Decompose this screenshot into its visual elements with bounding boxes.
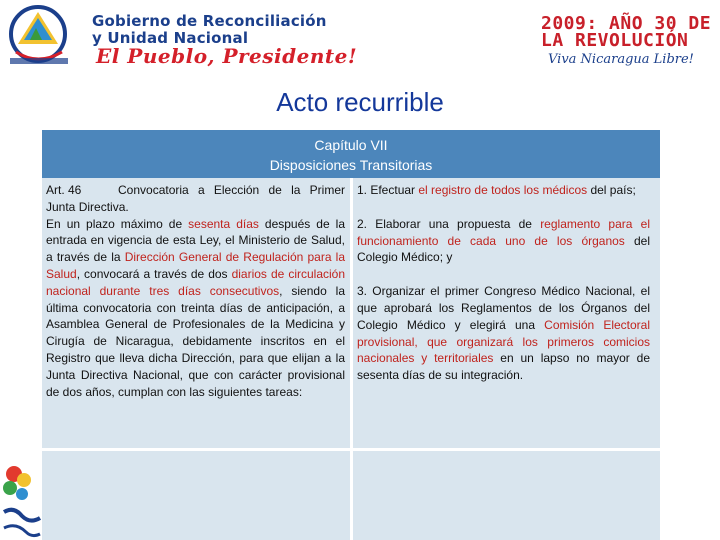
task-text: del Colegio Médico; y — [357, 233, 650, 265]
task-text: del país; — [587, 183, 636, 197]
government-slogan: El Pueblo, Presidente! — [96, 44, 358, 68]
article-highlight: Dirección General de Regulación para la Salud — [46, 250, 346, 281]
article-text: después de la entrada en vigencia de esta Ley, el Ministerio de Salud, a través de la — [46, 216, 345, 265]
government-name-line1: Gobierno de Reconciliación — [92, 12, 327, 30]
task-item — [357, 216, 650, 266]
slide-title: Acto recurrible — [276, 87, 444, 117]
article-highlight: sesenta días — [188, 216, 259, 231]
article-number: Art. 46 — [46, 183, 82, 197]
table-header — [42, 130, 660, 178]
legal-table — [42, 130, 660, 540]
task-text: 2. Elaborar una propuesta de — [357, 216, 541, 231]
column-divider — [350, 178, 353, 540]
article-text: , convocará a través de dos — [76, 266, 232, 281]
year-banner-line1: 2009: AÑO 30 DE — [541, 13, 712, 34]
government-name-line2: y Unidad Nacional — [92, 29, 249, 47]
task-text: en un lapso no mayor de sesenta días de su integración. — [357, 351, 650, 383]
task-item — [357, 283, 650, 384]
task-item — [357, 182, 650, 199]
task-highlight: el registro de todos los médicos — [418, 183, 588, 197]
article-highlight: diarios de circulación nacional durante tres días consecutivos — [46, 266, 346, 298]
page-header — [0, 0, 720, 80]
year-banner-line2: LA REVOLUCIÓN — [541, 30, 689, 51]
task-highlight: reglamento para el funcionamiento de cada uno de los órganos — [357, 216, 651, 248]
chapter-title: Disposiciones Transitorias — [269, 157, 433, 173]
row-divider — [42, 448, 660, 451]
nicaragua-emblem-icon — [4, 4, 84, 68]
article-text: , siendo la última convocatoria con treinta días de anticipación, a Asamblea General de Profesionales de la Medicina y Cirugía de Nicaragua, debidamente inscritos en el Registro que lleva dicha Dirección, para que elijan a la Junta Directiva Nacional, que con carácter provisional de dos años, cumplan con las siguientes tareas: — [46, 283, 345, 399]
article-text: En un plazo máximo de — [46, 216, 189, 231]
task-text: 1. Efectuar — [357, 183, 419, 197]
article-title: Convocatoria a Elección de la Primer Junta Directiva. — [46, 183, 345, 214]
task-highlight: Comisión Electoral provisional, que organizará los primeros comicios nacionales y territoriales — [357, 317, 651, 366]
article-heading — [46, 182, 345, 216]
tasks-cell — [357, 182, 650, 401]
party-logo-icon — [0, 462, 42, 540]
viva-slogan: Viva Nicaragua Libre! — [548, 52, 694, 67]
chapter-label: Capítulo VII — [314, 137, 388, 153]
article-body — [46, 216, 345, 401]
article-cell — [46, 182, 345, 400]
task-text: 3. Organizar el primer Congreso Médico Nacional, el que aprobará los Reglamentos de los Órganos del Colegio Médico y elegirá una — [357, 284, 650, 332]
